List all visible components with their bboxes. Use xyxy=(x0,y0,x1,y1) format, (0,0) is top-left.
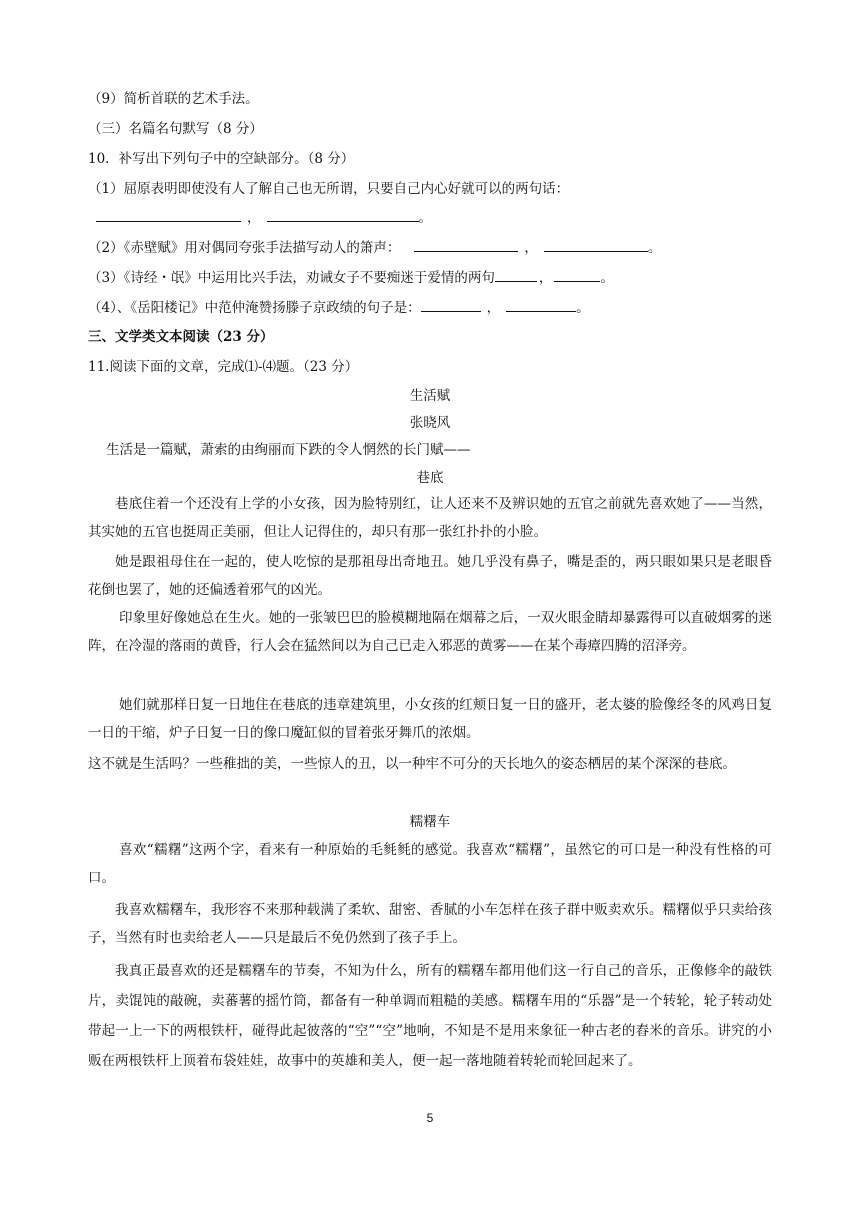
page-number: 5 xyxy=(426,1111,434,1125)
section-title-xiangdi: 巷底 xyxy=(416,470,444,486)
answer-blank[interactable] xyxy=(544,237,648,252)
answer-blank[interactable] xyxy=(506,297,576,312)
section-title-nuoshu-cart: 糯糬车 xyxy=(409,814,451,830)
answer-blank[interactable] xyxy=(554,267,600,282)
paragraph-xiangdi-3: 印象里好像她总在生火。她的一张皱巴巴的脸模糊地隔在烟幕之后，一双火眼金睛却暴露得可以直破烟雾的迷阵，在冷湿的落雨的黄昏，行人会在猛然间以为自己已走入邪恶的黄雾——在某个毒瘴四腾的沼泽旁。 xyxy=(88,610,772,654)
answer-blank[interactable] xyxy=(495,267,537,282)
article-title: 生活赋 xyxy=(409,388,451,404)
question-11-intro: 11.阅读下面的文章，完成⑴-⑷题。（23 分） xyxy=(88,359,359,375)
paragraph-nuoshu-1: 喜欢“糯糬”这两个字，看来有一种原始的毛毵毵的感觉。我喜欢“糯糬”，虽然它的可口是一种没有性格的可口。 xyxy=(88,842,772,886)
paragraph-xiangdi-2: 她是跟祖母住在一起的，使人吃惊的是那祖母出奇地丑。她几乎没有鼻子，嘴是歪的，两只眼如果只是老眼昏花倒也罢了，她的还偏透着邪气的凶光。 xyxy=(88,554,772,598)
paragraph-nuoshu-2: 我喜欢糯糬车，我形容不来那种载满了柔软、甜密、香腻的小车怎样在孩子群中贩卖欢乐。糯糬似乎只卖给孩子，当然有时也卖给老人——只是最后不免仍然到了孩子手上。 xyxy=(88,902,772,946)
part-3-heading: 三、文学类文本阅读（23 分） xyxy=(88,329,274,345)
question-10-item-2: （2）《赤壁赋》用对偶同夸张手法描写动人的箫声： ， 。 xyxy=(88,237,661,258)
answer-blank[interactable] xyxy=(421,297,481,312)
answer-blank[interactable] xyxy=(414,237,518,252)
article-intro: 生活是一篇赋，萧索的由绚丽而下跌的令人惘然的长门赋—— xyxy=(106,442,471,458)
question-10-item-1-answer-line: ， 。 xyxy=(96,207,432,228)
paragraph-xiangdi-4: 她们就那样日复一日地住在巷底的违章建筑里，小女孩的红颊日复一日的盛开，老太婆的脸像经冬的风鸡日复一日的干缩，炉子日复一日的像口魔缸似的冒着张牙舞爪的浓烟。 xyxy=(88,697,772,741)
paragraph-xiangdi-1: 巷底住着一个还没有上学的小女孩，因为脸特别红，让人还来不及辨识她的五官之前就先喜欢她了——当然，其实她的五官也挺周正美丽，但让人记得住的，却只有那一张红扑扑的小脸。 xyxy=(88,496,772,540)
answer-blank[interactable] xyxy=(96,207,241,222)
section-heading-famous-lines: （三）名篇名句默写（8 分） xyxy=(88,121,263,137)
answer-blank[interactable] xyxy=(267,207,419,222)
paragraph-nuoshu-3: 我真正最喜欢的还是糯糬车的节奏，不知为什么，所有的糯糬车都用他们这一行自己的音乐，正像修伞的敲铁片，卖馄饨的敲碗，卖蕃薯的摇竹筒，都备有一种单调而粗糙的美感。糯糬车用的“乐器”是一个转轮，轮子转动处带起一上一下的两根铁杆，碰得此起彼落的“空”“空”地响，不知是不是用来象征一种古老的舂米的音乐。讲究的小贩在两根铁杆上顶着布袋娃娃，故事中的英雄和美人，便一起一落地随着转轮而轮回起来了。 xyxy=(88,963,772,1069)
question-10-item-1: （1）屈原表明即使没有人了解自己也无所谓，只要自己内心好就可以的两句话： xyxy=(88,181,570,197)
question-10-item-4: （4）、《岳阳楼记》中范仲淹赞扬滕子京政绩的句子是： ， 。 xyxy=(88,297,590,318)
question-10-title: 10．补写出下列句子中的空缺部分。（8 分） xyxy=(88,151,355,167)
paragraph-xiangdi-5: 这不就是生活吗？一些稚拙的美，一些惊人的丑，以一种牢不可分的天长地久的姿态栖居的某个深深的巷底。 xyxy=(88,756,736,772)
question-9: （9）简析首联的艺术手法。 xyxy=(88,91,259,107)
question-10-item-3: （3）《诗经・氓》中运用比兴手法，劝诫女子不要痴迷于爱情的两句 ， 。 xyxy=(88,267,614,288)
article-author: 张晓风 xyxy=(409,415,451,431)
